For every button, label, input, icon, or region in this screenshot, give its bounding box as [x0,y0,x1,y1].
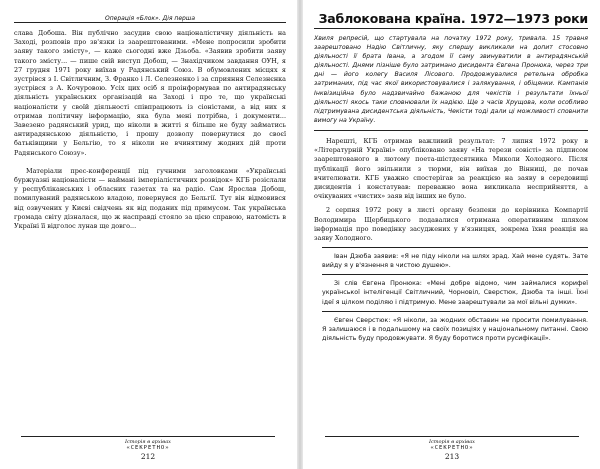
page-footer [304,436,600,461]
right-page [304,0,600,469]
footer-title: «СЕКРЕТНО» [430,445,474,451]
book-gutter [297,0,303,469]
quotes-block [314,247,588,343]
quote: Зі слів Євгена Пронюка: «Мені добре відомо, чим займалися корифеї української інтелігенції Світличний, Чорновіл, Сверстюк, Дзюба та інші. Їхні ідеї я цілком поділяю і підтримую. Мене заарештували за мої вільні думки». [322,280,588,306]
page-number: 212 [140,452,156,461]
quote: Іван Дзюба заявив: «Я не піду ніколи на шлях зрад. Хай мене судять. Зате вийду я у в'язнення в чистою душею». [322,253,588,270]
footer-rule [325,436,580,437]
paragraph: слава Добоша. Він публічно засудив свою націоналістичну діяльність на Заході, розповів про зв'язки із заарештованими. «Мене попросили зробити заяву такого змісту», — каже сьогодні вже Дзьоба. «Заявив зробити заяву такого змісту... — пише свій виступ Добош, — Знахідчиком завдання ОУН, я 27 грудня 1971 року виїхав у Радянський Союз. В обумовлених місцях я зустрівся з І. Світличним, З. Франко і Л. Селезненко і за сприяння Селезнєнка зустрівся з А. Кочуровою. Усіх цих осіб я проінформував по антирадянську діяльність українських організацій на Заході і про те, що українські націоналісти у своїй діяльності співпрацюють із сіоністами, а від них я отримав політичну інформацію, яка була мені потрібна, і документи... Завезено радянський урид, що ніколи в житті я більше не буду займатись антирадянською діяльністю, і прошу дозволу повернутися до своєї батьківщини у Бельгію, то я ніколи не вчинятиму жодних дій проти Радянського Союзу». [14,29,286,157]
chapter-title: Заблокована країна. 1972—1973 роки [318,11,588,26]
paragraph: 2 серпня 1972 року в листі органу безпеки до керівника Компартії Володимира Щербицького подавалися отримана оперативним шляхом інформація про поведінку засуджених у в'язницях, зокрема їхня реакція на заяву Холодного. [314,206,588,242]
right-page-body [314,137,588,243]
left-page-body [14,29,286,231]
left-page [0,0,296,469]
quote-divider [322,311,588,312]
footer-title: «СЕКРЕТНО» [126,445,170,451]
paragraph: Нарешті, КГБ отримав важливий результат: 7 липня 1972 року в «Літературній Україні» опубліковано заяву «На терези совісті» за підписом заарештованого в лютому поета-шістдесятника Миколи Холодного. Після публікації його звільнили з тюрми, він виїхав до Вінниці, де почав вчителювати. КГБ уважно спостерігав за реакцією на заяву в середовищі дисидентів і констатував: переважно вона викликала несприйняття, а очікуваних «чистих» заяв від інших не було. [314,136,588,201]
quote-divider [322,247,588,248]
footer-series: Історія в архівах [428,439,476,445]
footer-rule [21,436,276,437]
chapter-intro: Хвиля репресій, що стартувала на початку 1972 року, тривала. 15 травня заарештовано Надію Світличну, яку спершу викликали на допит стосовно діяльності її брата Івана, а згодом її саму звинуватили в антирадянській діяльності. Днями пізніше було затримано дисидента Євгена Пронюка, через три дні — його колегу Василя Лісового. Продовжувалися ретельна обробка затриманих, під час якої використовувалися і залякування, і обіцянки. Кампанія Інквізиційна було надзвичайно бажаною для чекістів і результати їхньої діяльності якось таки сповнювали їх надією. Ще з часів Хрущова, коли особливо підтримувана дисидентська діяльність, Чекісти тоді дали ці можливості сповнити вимогу на Україну. [314,34,588,131]
chapter-header [314,8,588,29]
quote: Євген Сверстюк: «Я ніколи, за жодних обставин не просити помилування. Я залишаюся і в подальшому на своїх позиціях у національному питанні. Свою діяльність буду продовжувати. Я буду боротися проти русифікації». [322,316,588,342]
running-head: Операція «Блок». Дія перша [14,8,286,23]
page-footer [0,436,296,461]
footer-series: Історія в архівах [124,439,172,445]
quote-divider [322,274,588,275]
paragraph: Матеріали прес-конференції під гучними заголовками «Українські буржуазні націоналісти — наймані імперіалістичних розвідок» КГБ розіслали у республіканських і обласних газетах та на радіо. Сам Ярослав Добош, помилуваний радянською владою, повернувся до Бельгії. Тут він відмовився від озвучених у Києві свідчень як від поданих під примусом. Так українська громада світу дізналася, що ж насправді стояло за цією справою, натомість в Україні її відголос лунав ще довго... [14,166,286,231]
page-number: 213 [444,452,460,461]
